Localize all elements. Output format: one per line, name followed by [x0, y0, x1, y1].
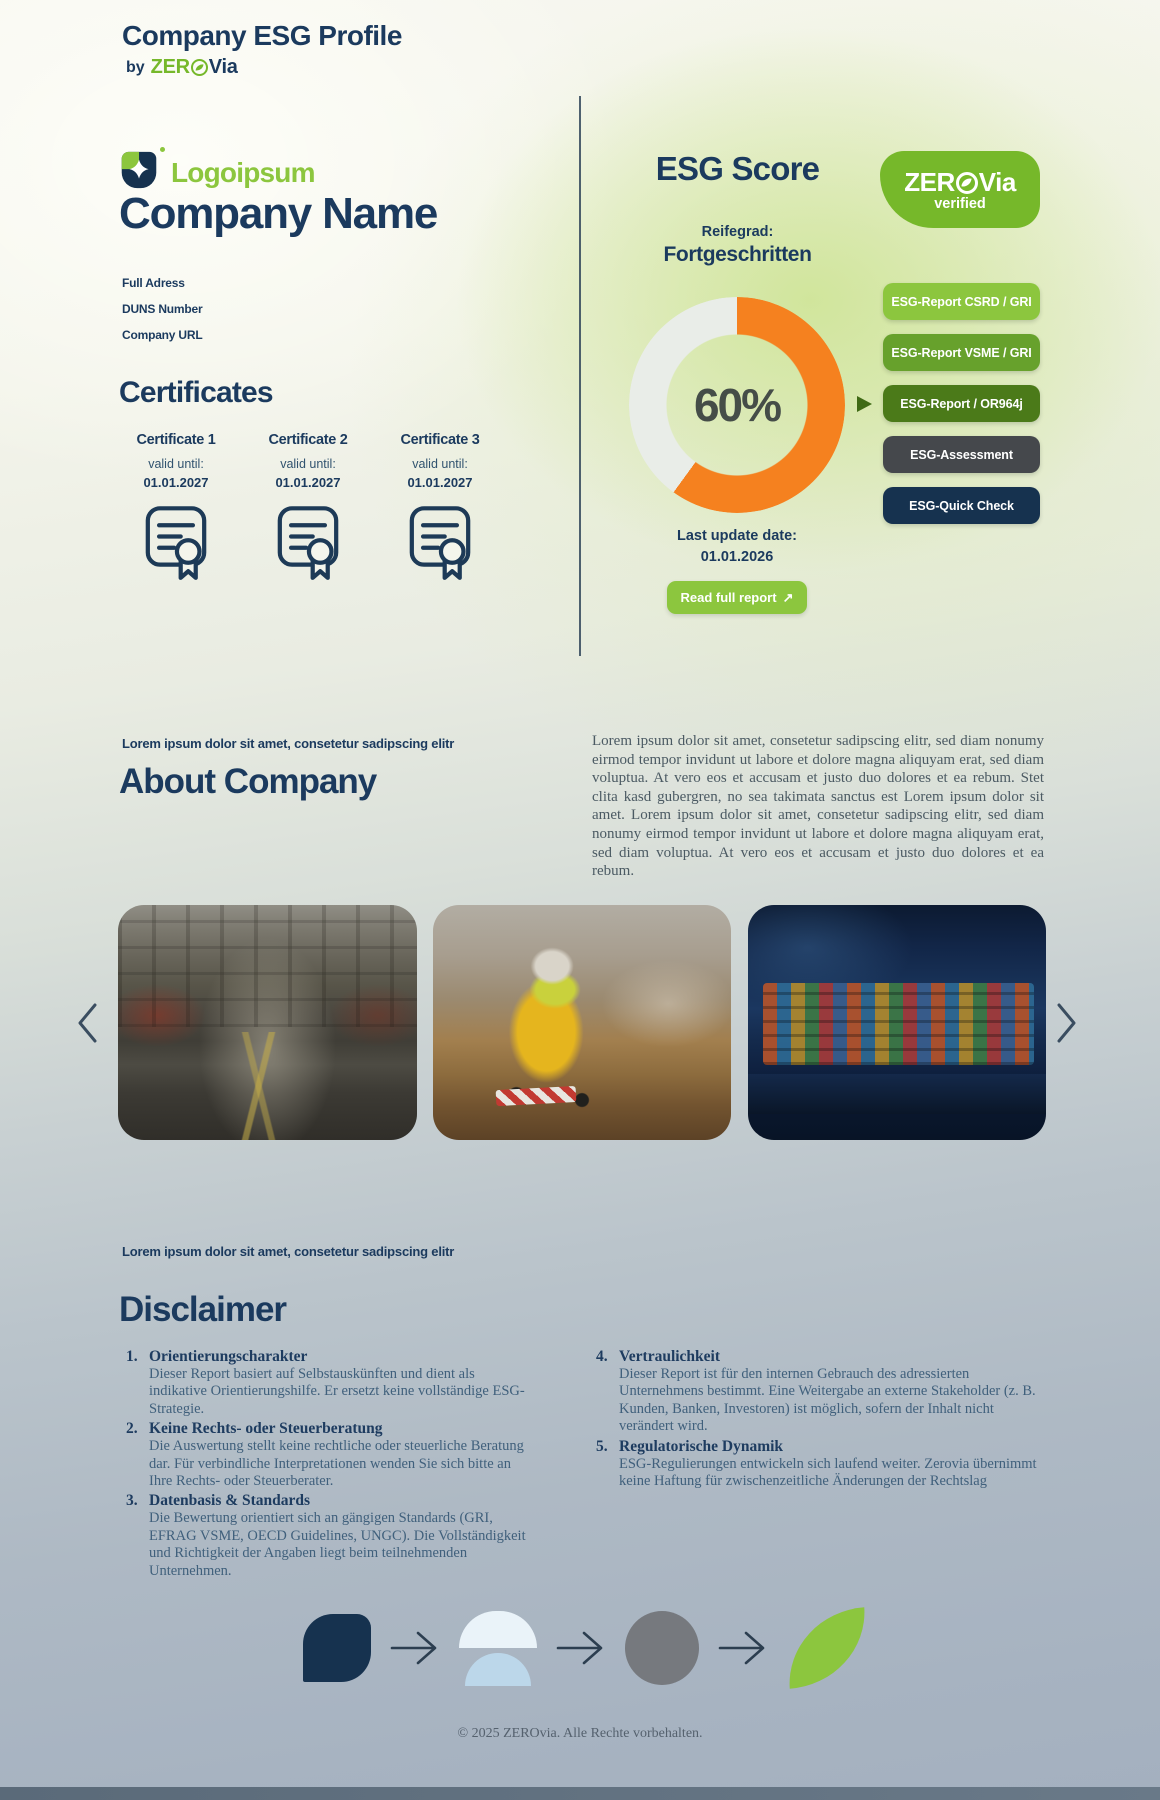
- logo-trademark-dot: [160, 147, 165, 152]
- esg-quick-check-button[interactable]: ESG-Quick Check: [883, 487, 1040, 524]
- arrow-right-icon: [718, 1630, 768, 1666]
- read-full-report-button[interactable]: [667, 581, 807, 614]
- certificate-icon: [110, 505, 242, 583]
- esg-assessment-button[interactable]: ESG-Assessment: [883, 436, 1040, 473]
- esg-process-icons: [303, 1610, 867, 1686]
- certificate-card: [374, 432, 506, 583]
- disclaimer-heading: Disclaimer: [119, 1290, 287, 1329]
- disclaimer-item-body: Die Bewertung orientiert sich an gängigen Standards (GRI, EFRAG VSME, OECD Guidelines, UNGC). Die Vollständigkeit und Richtigkeit der Angaben liegt beim teilnehmenden Unternehmen.: [149, 1510, 526, 1579]
- company-url: Company URL: [122, 328, 203, 342]
- disclaimer-item: [126, 1348, 530, 1418]
- disclaimer-item-title: Vertraulichkeit: [619, 1348, 721, 1365]
- carousel-prev-button[interactable]: [74, 1000, 104, 1046]
- disclaimer-item: [126, 1492, 530, 1580]
- disclaimer-item-number: 5.: [596, 1437, 608, 1455]
- disclaimer-column-right: [596, 1348, 1044, 1492]
- certificate-card: [110, 432, 242, 583]
- external-link-arrow-icon: ↗: [782, 589, 794, 605]
- certificate-valid-label: valid until:: [148, 457, 204, 471]
- disclaimer-item-body: Die Auswertung stellt keine rechtliche oder steuerliche Beratung dar. Für verbindliche Interpretationen wenden Sie sich bitte an Ihre Rechts- oder Steuerberater.: [149, 1438, 524, 1490]
- about-eyebrow: Lorem ipsum dolor sit amet, consetetur sadipscing elitr: [122, 736, 455, 751]
- logo-wordmark: Logoipsum: [171, 156, 315, 188]
- certificate-icon: [242, 505, 374, 583]
- gray-circle-icon: [625, 1611, 699, 1685]
- disclaimer-item-title: Keine Rechts- oder Steuerberatung: [149, 1420, 383, 1438]
- certificate-icon: [374, 505, 506, 583]
- disclaimer-item-number: 4.: [596, 1348, 608, 1365]
- certificate-valid-date: 01.01.2027: [407, 475, 473, 490]
- disclaimer-item-body: Dieser Report basiert auf Selbstauskünften und dient als indikative Orientierungshilfe. Er ersetzt keine vollständige ESG-Strategie.: [149, 1366, 525, 1417]
- carousel-photo-forklift: [433, 905, 731, 1140]
- arrow-right-icon: [556, 1630, 606, 1666]
- copyright: © 2025 ZEROvia. Alle Rechte vorbehalten.: [457, 1726, 703, 1741]
- certificates-heading: Certificates: [119, 376, 273, 409]
- green-leaf-icon: [784, 1607, 869, 1688]
- esg-report-vsme-gri-button[interactable]: ESG-Report VSME / GRI: [883, 334, 1040, 371]
- read-full-report-label: Read full report: [680, 590, 777, 605]
- certificate-title: Certificate 2: [268, 432, 348, 448]
- active-report-arrow-icon: [857, 396, 872, 412]
- carousel-photo-warehouse: [118, 905, 417, 1140]
- split-circle-icon: [459, 1610, 537, 1686]
- zerovia-leaf-o-icon: [956, 172, 978, 194]
- last-update-label: Last update date:: [676, 528, 798, 544]
- zerovia-verified-badge: [880, 151, 1040, 228]
- certificate-valid-date: 01.01.2027: [275, 475, 341, 490]
- carousel-next-button[interactable]: [1054, 1000, 1084, 1046]
- disclaimer-item-number: 3.: [126, 1492, 138, 1510]
- badge-zer: ZER: [904, 167, 955, 197]
- certificate-title: Certificate 3: [400, 432, 480, 448]
- disclaimer-item-body: Dieser Report ist für den internen Gebrauch des adressierten Unternehmens bestimmt. Eine Weitergabe an externe Stakeholder (z. B. Kunden, Banken, Investoren) ist möglich, sofern der Inhalt nicht verändert wird.: [619, 1366, 1036, 1435]
- arrow-right-icon: [390, 1630, 440, 1666]
- esg-report-buttons: [883, 283, 1040, 524]
- disclaimer-item: [126, 1420, 530, 1490]
- disclaimer-item-title: Orientierungscharakter: [149, 1348, 308, 1365]
- zerovia-leaf-o-icon: [191, 59, 208, 76]
- about-heading: About Company: [119, 762, 377, 801]
- disclaimer-item-body: ESG-Regulierungen entwickeln sich laufend weiter. Zerovia übernimmt keine Haftung für zwischenzeitliche Änderungen der Rechtslag: [619, 1455, 1037, 1490]
- badge-brand: [904, 167, 1016, 198]
- maturity-label: Reifegrad:: [701, 224, 774, 240]
- disclaimer-item: [596, 1348, 1044, 1436]
- esg-report-or964j-button[interactable]: ESG-Report / OR964j: [883, 385, 1040, 422]
- maturity-value: Fortgeschritten: [663, 243, 812, 266]
- disclaimer-item-title: Regulatorische Dynamik: [619, 1437, 784, 1455]
- esg-score-percentage: 60%: [693, 379, 781, 431]
- byline-prefix: by: [126, 58, 145, 76]
- byline: [126, 56, 238, 79]
- esg-score-heading: ESG Score: [655, 150, 820, 187]
- disclaimer-item-title: Datenbasis & Standards: [149, 1492, 311, 1510]
- carousel-photo-container-ship: [748, 905, 1046, 1140]
- certificate-card: [242, 432, 374, 583]
- disclaimer-item-number: 2.: [126, 1420, 138, 1438]
- company-duns: DUNS Number: [122, 302, 203, 316]
- disclaimer-item: [596, 1438, 1044, 1491]
- certificate-valid-label: valid until:: [412, 457, 468, 471]
- badge-verified-label: verified: [934, 196, 986, 212]
- page-title: Company ESG Profile: [122, 20, 402, 51]
- badge-via: Via: [978, 167, 1016, 197]
- disclaimer-column-left: [126, 1348, 530, 1582]
- disclaimer-eyebrow: Lorem ipsum dolor sit amet, consetetur sadipscing elitr: [122, 1244, 455, 1259]
- certificate-valid-label: valid until:: [280, 457, 336, 471]
- about-paragraph: Lorem ipsum dolor sit amet, consetetur sadipscing elitr, sed diam nonumy eirmod tempor invidunt ut labore et dolore magna aliquyam erat, sed diam voluptua. At vero eos et accusam et justo duo dolores et ea rebum. Stet clita kasd gubergren, no sea takimata sanctus est Lorem ipsum dolor sit amet. Lorem ipsum dolor sit amet, consetetur sadipscing elitr, sed diam nonumy eirmod tempor invidunt ut labore et dolore magna aliquyam erat, sed diam voluptua. At vero eos et accusam et justo duo dolores et ea rebum.: [592, 733, 1044, 880]
- certificate-valid-date: 01.01.2027: [143, 475, 209, 490]
- section-divider: [579, 96, 581, 656]
- certificate-title: Certificate 1: [136, 432, 216, 448]
- bottom-bar: [0, 1787, 1160, 1800]
- last-update-date: 01.01.2026: [700, 549, 774, 565]
- brand-zer: ZER: [150, 56, 190, 78]
- disclaimer-item-number: 1.: [126, 1348, 138, 1365]
- company-name: Company Name: [119, 189, 438, 238]
- company-address: Full Adress: [122, 276, 185, 290]
- navy-leaf-icon: [303, 1614, 371, 1682]
- brand-via: Via: [208, 56, 238, 78]
- esg-report-csrd-gri-button[interactable]: ESG-Report CSRD / GRI: [883, 283, 1040, 320]
- certificates-row: [110, 432, 508, 583]
